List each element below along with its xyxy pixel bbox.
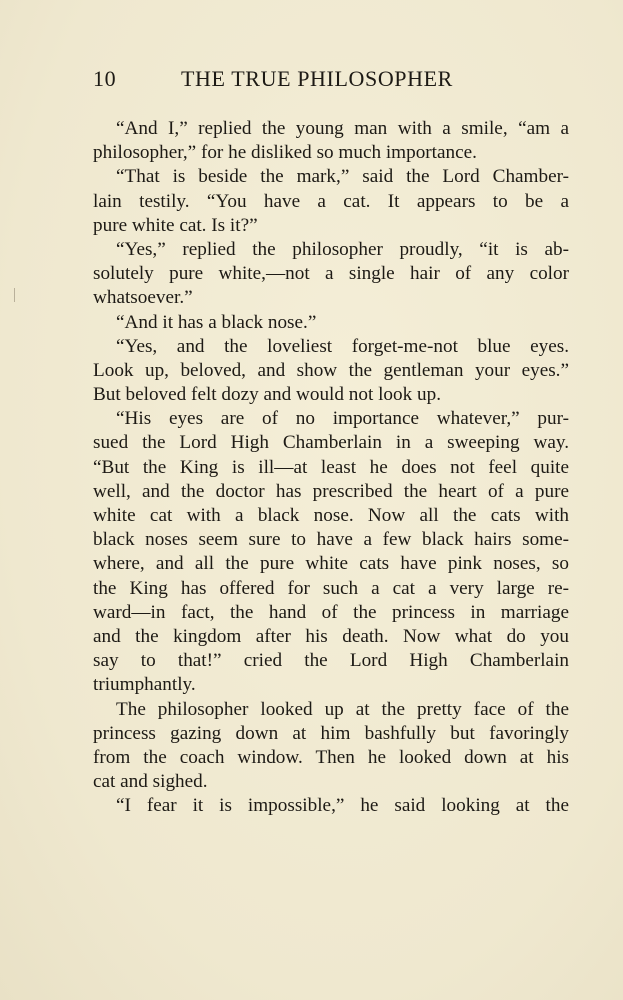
text-line: “Yes,” replied the philosopher proudly, “it is ab- xyxy=(116,238,569,260)
text-line: Look up, beloved, and show the gentleman your eyes.” xyxy=(93,359,569,381)
text-line: philosopher,” for he disliked so much importance. xyxy=(93,142,477,164)
text-line: from the coach window. Then he looked down at his xyxy=(93,746,569,768)
running-head: THE TRUE PHILOSOPHER xyxy=(181,66,453,91)
text-line: pure white cat. Is it?” xyxy=(93,214,258,236)
text-line: sued the Lord High Chamberlain in a sweeping way. xyxy=(93,432,569,454)
text-line: “I fear it is impossible,” he said looking at the xyxy=(116,795,569,817)
text-line: well, and the doctor has prescribed the heart of a pure xyxy=(93,480,569,502)
text-line: black noses seem sure to have a few black hairs some- xyxy=(93,529,569,551)
text-line: “Yes, and the loveliest forget-me-not blue eyes. xyxy=(116,335,569,357)
text-line: “But the King is ill—at least he does not feel quite xyxy=(93,456,569,478)
text-line: lain testily. “You have a cat. It appears to be a xyxy=(93,190,569,212)
text-line: solutely pure white,—not a single hair of any color xyxy=(93,263,569,285)
text-line: say to that!” cried the Lord High Chamberlain xyxy=(93,650,569,672)
text-line: But beloved felt dozy and would not look up. xyxy=(93,384,441,406)
text-line: “And it has a black nose.” xyxy=(116,311,317,333)
page-header xyxy=(93,66,569,96)
text-line: whatsoever.” xyxy=(93,287,193,309)
text-line: the King has offered for such a cat a very large re- xyxy=(93,577,569,599)
text-line: “His eyes are of no importance whatever,” pur- xyxy=(116,408,569,430)
text-line: and the kingdom after his death. Now what do you xyxy=(93,625,569,647)
text-line: “And I,” replied the young man with a smile, “am a xyxy=(116,118,569,139)
text-line: ward—in fact, the hand of the princess in marriage xyxy=(93,601,569,623)
text-line: triumphantly. xyxy=(93,674,196,696)
text-line: cat and sighed. xyxy=(93,771,208,793)
text-line: white cat with a black nose. Now all the cats with xyxy=(93,505,569,526)
body-text xyxy=(93,117,569,818)
text-line: “That is beside the mark,” said the Lord Chamber- xyxy=(116,166,569,188)
margin-mark xyxy=(14,288,15,302)
text-line: where, and all the pure white cats have pink noses, so xyxy=(93,553,569,575)
page-number: 10 xyxy=(93,66,117,91)
text-line: The philosopher looked up at the pretty face of the xyxy=(116,698,569,720)
text-line: princess gazing down at him bashfully but favoringly xyxy=(93,722,569,744)
